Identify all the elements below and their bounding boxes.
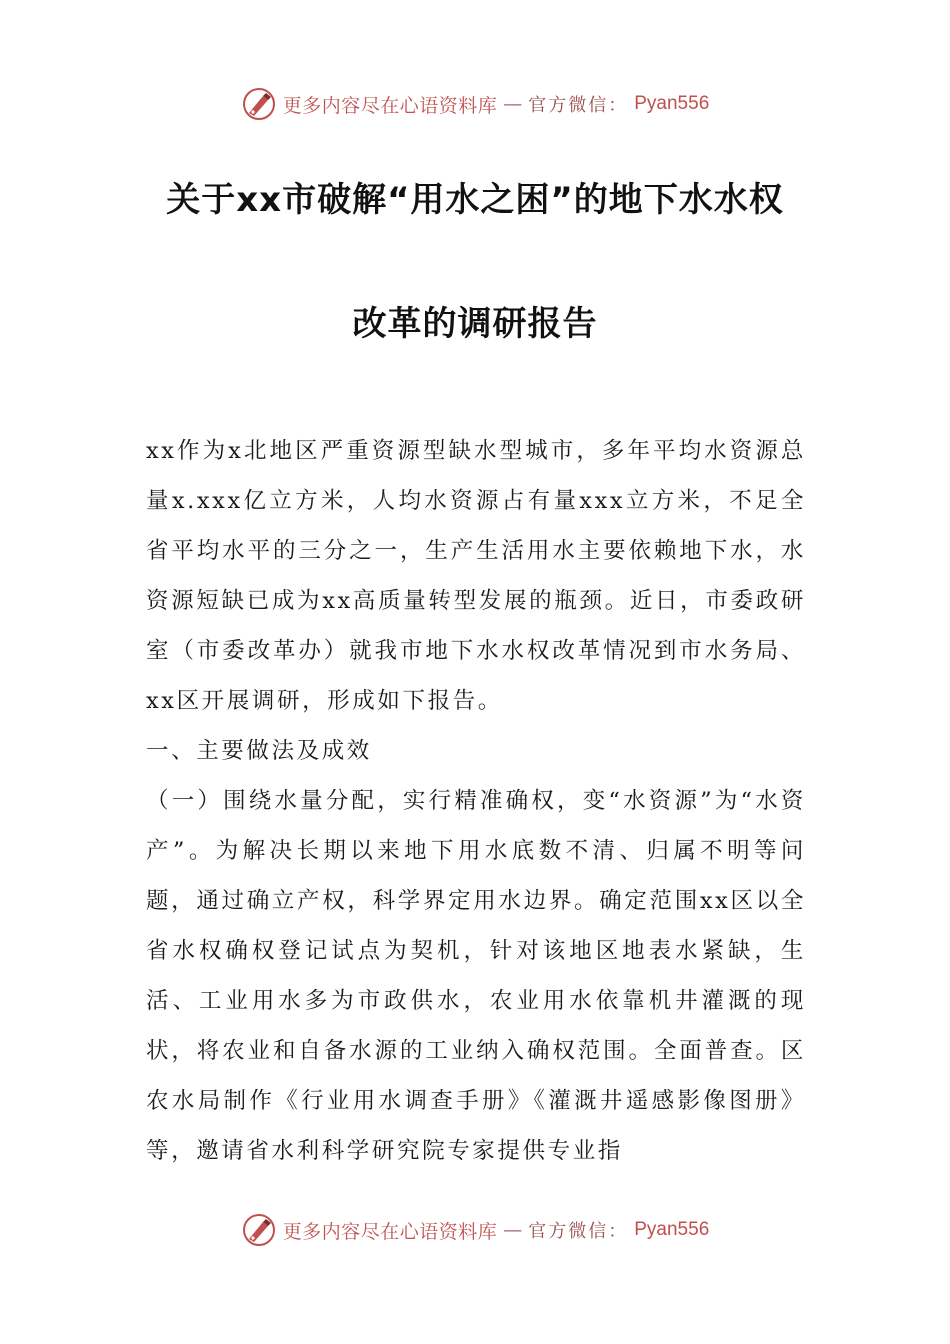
banner-wechat-id: Pyan556: [634, 1219, 710, 1240]
header-banner: [0, 82, 950, 126]
section-heading: 一、主要做法及成效: [146, 738, 372, 764]
pen-nib-logo-icon: [241, 86, 277, 122]
document-title-line2: 改革的调研报告: [352, 304, 598, 344]
banner-official-label: 官方微信：: [528, 95, 629, 116]
banner-wechat-id: Pyan556: [634, 93, 710, 114]
footer-banner: [0, 1208, 950, 1252]
document-body: [146, 426, 806, 1176]
banner-dash: —: [503, 1219, 523, 1241]
section-paragraph: （一）围绕水量分配，实行精准确权，变“水资源”为“水资产”。为解决长期以来地下用水底数不清、归属不明等问题，通过确立产权，科学界定用水边界。确定范围xx区以全省水权确权登记试点为契机，针对该地区地表水紧缺，生活、工业用水多为市政供水，农业用水依靠机井灌溉的现状，将农业和自备水源的工业纳入确权范围。全面普查。区农水局制作《行业用水调查手册》《灌溉井遥感影像图册》等，邀请省水利科学研究院专家提供专业指: [146, 788, 806, 1164]
banner-official-label: 官方微信：: [528, 1221, 629, 1242]
banner-dash: —: [503, 93, 523, 115]
document-title-line1: 关于xx市破解“用水之困”的地下水水权: [166, 180, 784, 220]
pen-nib-logo-icon: [241, 1212, 277, 1248]
intro-paragraph: xx作为x北地区严重资源型缺水型城市，多年平均水资源总量x.xxx亿立方米，人均水资源占有量xxx立方米，不足全省平均水平的三分之一，生产生活用水主要依赖地下水，水资源短缺已成为xx高质量转型发展的瓶颈。近日，市委政研室（市委改革办）就我市地下水水权改革情况到市水务局、xx区开展调研，形成如下报告。: [146, 438, 806, 714]
banner-brand-text: 更多内容尽在心语资料库: [282, 1220, 498, 1243]
banner-brand-text: 更多内容尽在心语资料库: [282, 94, 498, 117]
